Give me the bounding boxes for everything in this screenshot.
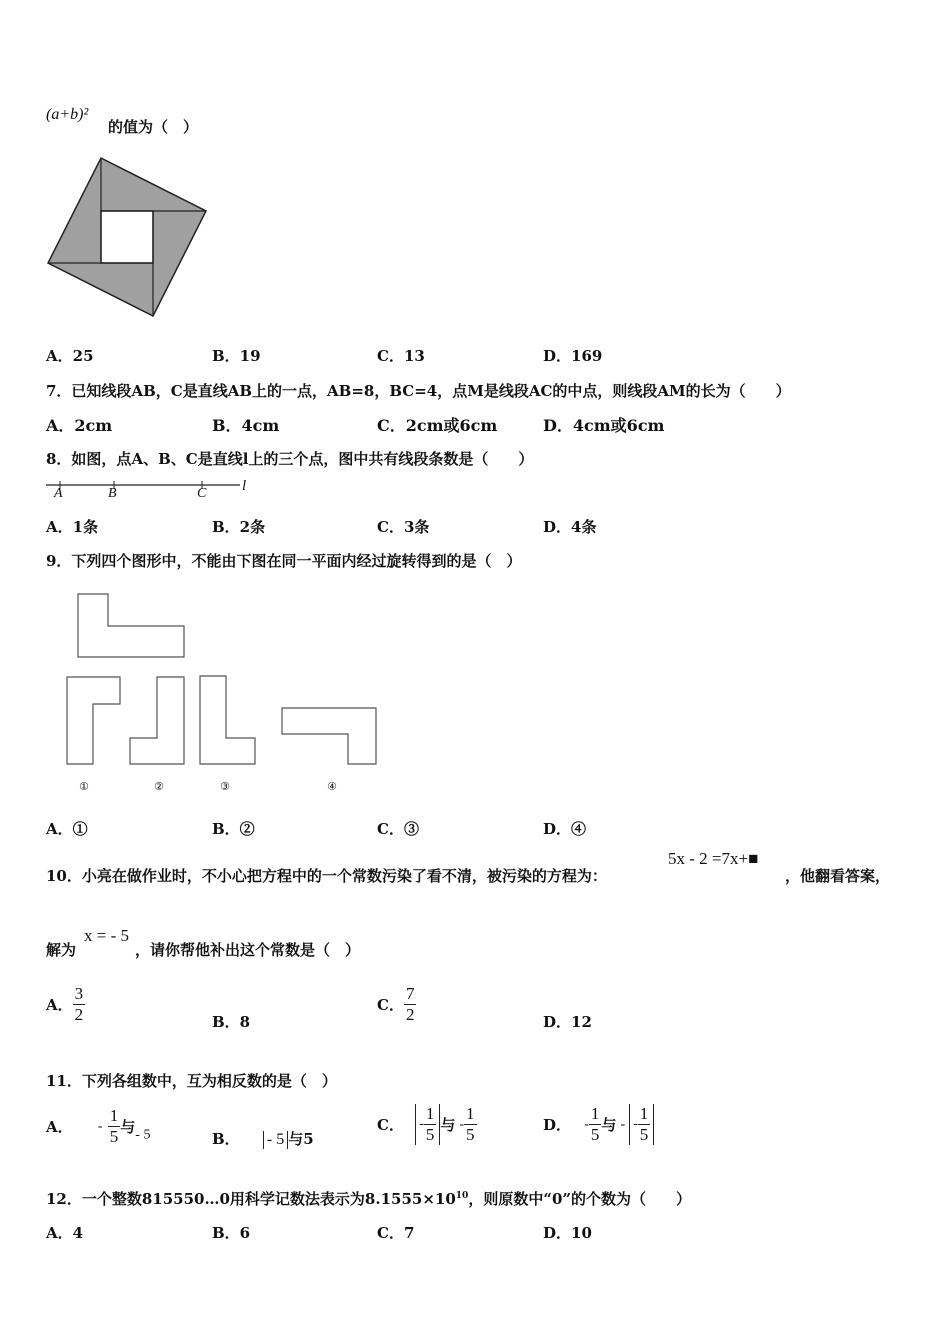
q9-label-2: ② — [154, 780, 164, 793]
q9-option-d[interactable]: D．④ — [543, 820, 587, 838]
q10-option-c-label: C． — [377, 996, 404, 1014]
q10-option-c[interactable] — [377, 984, 416, 1025]
q6-math: (a+b)² — [46, 106, 89, 123]
q9-label-4: ④ — [327, 780, 337, 793]
q9-label-1: ① — [79, 780, 89, 793]
q8-option-c[interactable]: C．3条 — [377, 518, 430, 536]
q9-option-c[interactable]: C．③ — [377, 820, 419, 838]
q10-option-b[interactable]: B．8 — [212, 1013, 251, 1031]
q7-option-a[interactable]: A．2cm — [46, 416, 113, 435]
q11-option-d[interactable]: D． - $\frac{1}{5}$ 与 - - $\frac{1}{5}$ — [543, 1104, 654, 1145]
q8-option-a[interactable]: A．1条 — [46, 518, 99, 536]
q8-option-d[interactable]: D．4条 — [543, 518, 597, 536]
q11-option-b[interactable]: B． - 5 与5 — [212, 1130, 314, 1148]
q11-option-c[interactable]: C． - $\frac{1}{5}$ 与 - $\frac{1}{5}$ — [377, 1104, 475, 1144]
q8-point-c-label: C — [197, 486, 207, 501]
q11-option-d-abs: - $\frac{1}{5}$ — [629, 1104, 654, 1145]
q6-option-d[interactable]: D．169 — [543, 347, 603, 365]
q10-line2-post: ，请你帮他补出这个常数是（ ） — [135, 941, 361, 959]
q8-point-a-label: A — [54, 486, 63, 501]
q6-option-c[interactable]: C．13 — [377, 347, 425, 365]
q10-option-a-fraction: $\frac{3}{2}$ — [74, 984, 84, 1024]
q7-option-c[interactable]: C．2cm或6cm — [377, 416, 498, 435]
q10-line2-pre: 解为 — [46, 941, 77, 959]
q11-stem: 11．下列各组数中，互为相反数的是（ ） — [46, 1072, 337, 1090]
q9-option-b[interactable]: B．② — [212, 820, 255, 838]
q12-option-a[interactable]: A．4 — [46, 1224, 84, 1242]
q8-stem: 8．如图，点A、B、C是直线l上的三个点，图中共有线段条数是（ ） — [46, 450, 534, 468]
q12-stem: 12．一个整数815550…0用科学记数法表示为$8.1555\times 10^{10}$，则原数中“0”的个数为（ ） — [46, 1190, 692, 1208]
q6-option-b[interactable]: B．19 — [212, 347, 261, 365]
q11-option-a[interactable]: A． - $\frac{1}{5}$ 与- 5 — [46, 1106, 151, 1146]
q12-option-d[interactable]: D．10 — [543, 1224, 592, 1242]
q11-option-c-abs: - $\frac{1}{5}$ — [415, 1104, 440, 1145]
q10-option-d[interactable]: D．12 — [543, 1013, 592, 1031]
q12-exponent: 10 — [455, 1191, 469, 1201]
q12-option-b[interactable]: B．6 — [212, 1224, 251, 1242]
q7-stem: 7．已知线段AB，C是直线AB上的一点，AB=8，BC=4，点M是线段AC的中点，则线段AM的长为（ ） — [46, 382, 791, 400]
q10-equation: 5x - 2 =7x+■ — [668, 849, 759, 868]
q10-option-a[interactable] — [46, 984, 85, 1025]
q8-point-b-label: B — [108, 486, 117, 501]
q6-figure — [44, 154, 210, 320]
q9-label-3: ③ — [220, 780, 230, 793]
q10-stem-pre: 10．小亮在做作业时，不小心把方程中的一个常数污染了看不清，被污染的方程为： — [46, 867, 607, 885]
q9-shape-3 — [200, 676, 255, 764]
q8-option-b[interactable]: B．2条 — [212, 518, 266, 536]
q6-stem-text: 的值为（ ） — [108, 118, 199, 136]
q9-shape-4 — [282, 708, 376, 764]
q6-option-a[interactable]: A．25 — [46, 347, 94, 365]
q9-stem: 9．下列四个图形中，不能由下图在同一平面内经过旋转得到的是（ ） — [46, 552, 522, 570]
q8-line-label: l — [242, 478, 247, 494]
q6-inner-square — [101, 211, 153, 263]
q7-option-b[interactable]: B．4cm — [212, 416, 280, 435]
q9-reference-shape — [78, 594, 184, 657]
q10-option-c-fraction: $\frac{7}{2}$ — [405, 984, 415, 1024]
q10-solution: x = - 5 — [84, 926, 129, 945]
q10-option-a-label: A． — [46, 996, 73, 1014]
q7-option-d[interactable]: D．4cm或6cm — [543, 416, 665, 435]
q9-shape-1 — [67, 677, 120, 764]
q8-figure — [44, 478, 254, 504]
q11-option-a-fraction: $\frac{1}{5}$ — [109, 1106, 119, 1146]
q9-option-a[interactable]: A．① — [46, 820, 88, 838]
q6-stem — [46, 104, 88, 124]
q9-shape-2 — [130, 677, 184, 764]
q12-option-c[interactable]: C．7 — [377, 1224, 415, 1242]
q9-figures — [60, 588, 390, 773]
q10-stem-post: ，他翻看答案， — [785, 867, 891, 885]
q11-option-b-abs: - 5 — [263, 1131, 288, 1149]
